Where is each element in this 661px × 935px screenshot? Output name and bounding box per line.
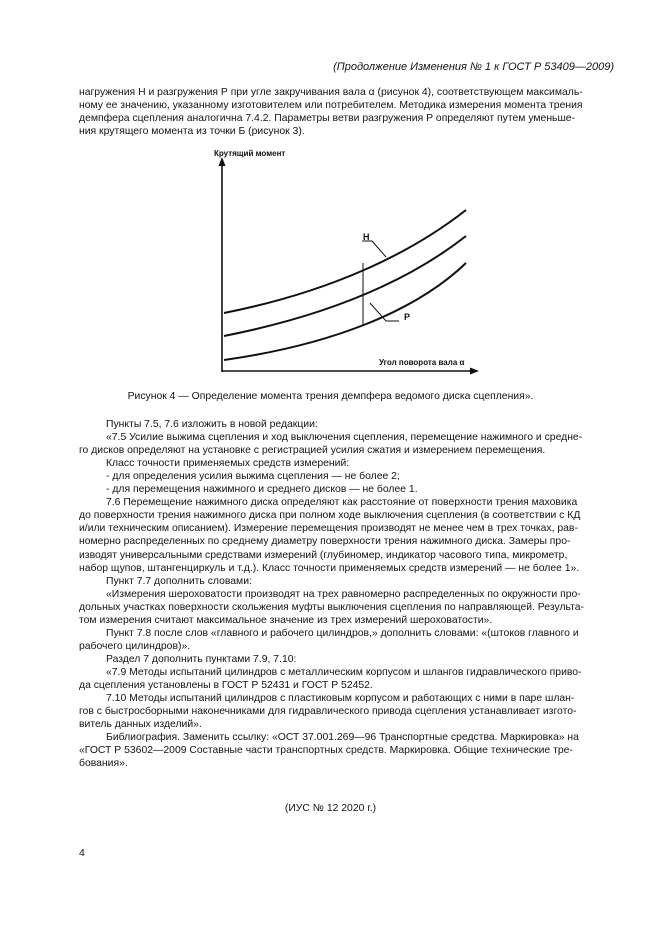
- figure-caption: Рисунок 4 — Определение момента трения демпфера ведомого диска сцепления».: [127, 391, 534, 402]
- body-line: Пункт 7.7 дополнить словами:: [106, 575, 252, 587]
- intro-line: ному ее значению, указанному изготовителем или потребителем. Методика измерения момента трения: [79, 100, 583, 111]
- body-line: го дисков определяют на установке с регистрацией усилия сжатия и измерением перемещения.: [79, 445, 546, 457]
- body-line: - для перемещения нажимного и среднего дисков — не более 1.: [106, 484, 418, 496]
- body-line: Библиография. Заменить ссылку: «ОСТ 37.001.269—96 Транспортные средства. Маркировка» на: [106, 732, 579, 744]
- body-line: рабочего цилиндров)».: [79, 640, 191, 652]
- body-line: Пункт 7.8 после слов «главного и рабочего цилиндров,» дополнить словами: «(штоков главного и: [106, 627, 579, 639]
- label-p: Р: [404, 312, 411, 322]
- body-line: том измерения считают максимальное значение из трех измерений шероховатости».: [79, 614, 493, 626]
- x-axis-arrow: [470, 368, 479, 375]
- body-line: «7.5 Усилие выжима сцепления и ход выключения сцепления, перемещение нажимного и средне-: [106, 432, 583, 444]
- intro-line: демпфера сцепления аналогична 7.4.2. Параметры ветви разгружения Р определяют путем уменьше-: [79, 113, 576, 124]
- body-line: да сцепления установлены в ГОСТ Р 52431 и ГОСТ Р 52452.: [79, 680, 373, 691]
- loading-curve-h: [224, 236, 466, 336]
- body-line: Раздел 7 дополнить пунктами 7.9, 7.10:: [106, 653, 297, 665]
- body-line: витель данных изделий».: [79, 719, 202, 731]
- intro-line: ния крутящего момента из точки Б (рисунок 3).: [79, 126, 305, 137]
- intro-line: нагружения Н и разгружения Р при угле закручивания вала α (рисунок 4), соответствующем максималь-: [79, 87, 583, 98]
- y-axis-arrow: [219, 157, 226, 166]
- body-line: набор щупов, штангенциркуль и т.д.). Класс точности применяемых средств измерений — не более 1».: [79, 562, 580, 574]
- body-line: 7.10 Методы испытаний цилиндров с пластиковым корпусом и работающих с ними в паре шлан-: [106, 693, 575, 705]
- body-line: - для определения усилия выжима сцепления — не более 2;: [106, 471, 400, 483]
- body-line: до поверхности трения нажимного диска при полном ходе выключения сцепления (в соответствии с КД: [79, 510, 581, 522]
- body-line: гов с быстросборными наконечниками для гидравлического привода сцепления устанавливает изгото-: [79, 706, 577, 718]
- body-line: изводят универсальными средствами измерений (глубиномер, индикатор часового типа, микрометр,: [79, 549, 568, 561]
- leader-h: [362, 241, 386, 257]
- body-line: номерно распределенных по среднему диаметру поверхности трения нажимного диска. Замеры про-: [79, 536, 571, 548]
- page-number: 4: [79, 848, 85, 859]
- body-line: и/или техническим описанием). Измерение перемещения производят не менее чем в трех точках, рав-: [79, 523, 578, 535]
- body-line: Пункты 7.5, 7.6 изложить в новой редакции:: [106, 419, 318, 430]
- body-line: дольных участках поверхности скольжения муфты выключения сцепления по направляющей. Результа-: [79, 601, 584, 613]
- body-line: бования».: [79, 758, 128, 770]
- body-line: 7.6 Перемещение нажимного диска определяют как расстояние от поверхности трения маховика: [106, 497, 578, 509]
- label-h: Н: [363, 232, 370, 242]
- footer-note: (ИУС № 12 2020 г.): [284, 803, 377, 814]
- body-line: «7.9 Методы испытаний цилиндров с металлическим корпусом и шлангов гидравлического приво-: [106, 666, 582, 678]
- body-line: «ГОСТ Р 53602—2009 Составные части транспортных средств. Маркировка. Общие технические тре-: [79, 745, 573, 757]
- y-axis-label: Крутящий момент: [214, 149, 286, 158]
- body-line: Класс точности применяемых средств измерений:: [106, 458, 350, 470]
- running-header: (Продолжение Изменения № 1 к ГОСТ Р 53409—2009): [333, 61, 614, 73]
- x-axis-label: Угол поворота вала α: [379, 358, 465, 367]
- body-line: «Измерения шероховатости производят на трех равномерно распределенных по окружности про-: [106, 588, 581, 600]
